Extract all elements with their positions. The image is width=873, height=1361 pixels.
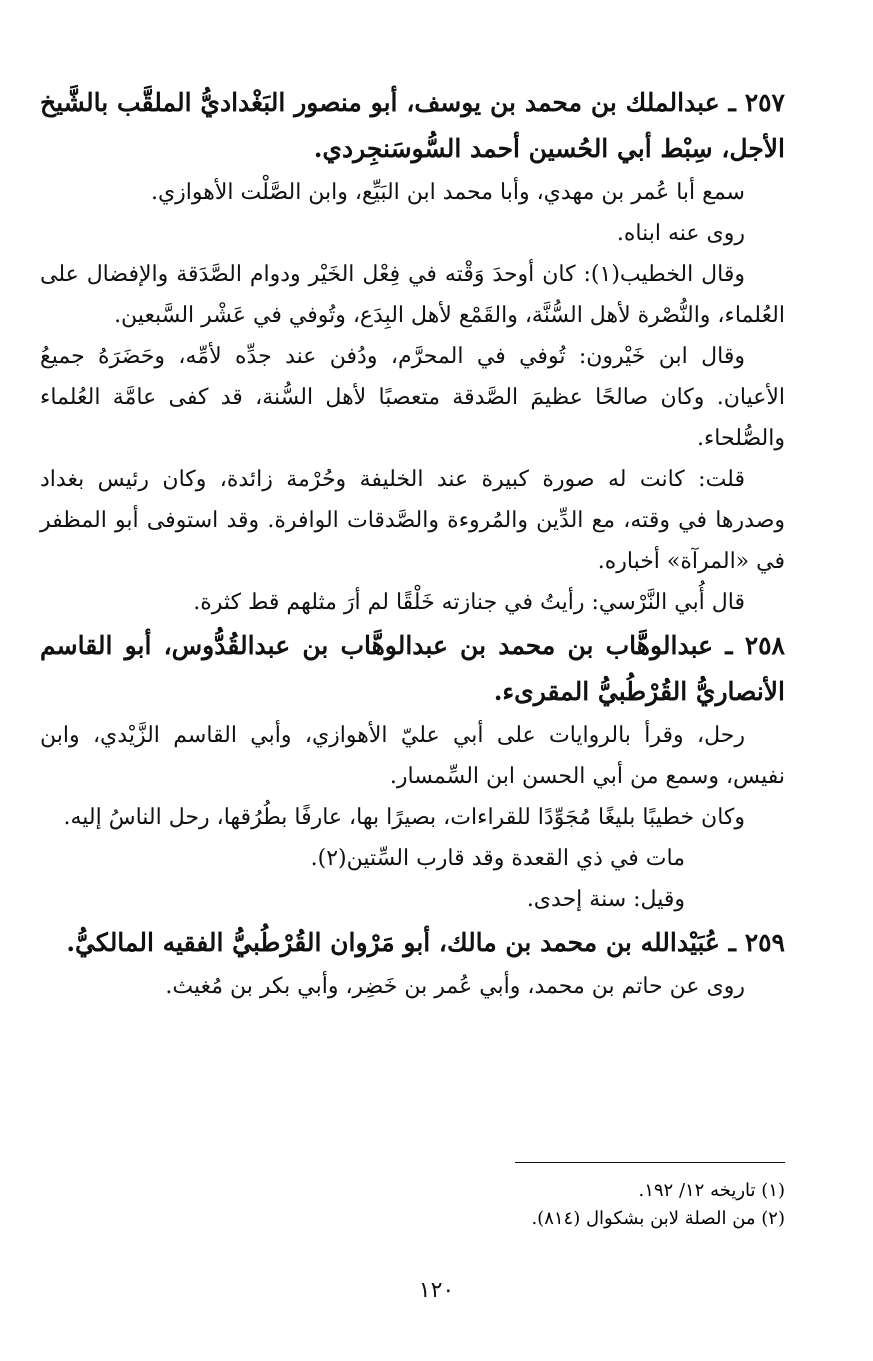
paragraph: وقيل: سنة إحدى. (526, 887, 685, 912)
entry-heading: ٢٥٧ ـ عبدالملك بن محمد بن يوسف، أبو منصور البَغْداديُّ الملقَّب بالشَّيخ الأجل، سِبْط أبي الحُسين أحمد السُّوسَنجِردي. (40, 88, 785, 163)
paragraph: قال أُبي النَّرْسي: رأيتُ في جنازته خَلْقًا لم أرَ مثلهم قط كثرة. (193, 590, 745, 615)
footnote: (٢) من الصلة لابن بشكوال (٨١٤). (531, 1208, 785, 1229)
paragraph: مات في ذي القعدة وقد قارب السِّتين(٢). (310, 846, 685, 871)
entry-heading: ٢٥٩ ـ عُبَيْدالله بن محمد بن مالك، أبو مَرْوان القُرْطُبيُّ الفقيه المالكيُّ. (66, 928, 785, 957)
paragraph: وقال الخطيب(١): كان أوحدَ وَقْته في فِعْل الخَيْر ودوام الصَّدَقة والإفضال على العُلماء، والنُّصْرة لأهل السُّنَّة، والقَمْع لأهل البِدَع، وتُوفي في عَشْر السَّبعين. (40, 262, 785, 328)
footnote: (١) تاريخه ١٢/ ١٩٢. (638, 1180, 785, 1201)
entry-257 (40, 80, 785, 623)
footnotes (40, 1162, 785, 1233)
paragraph: وكان خطيبًا بليغًا مُجَوِّدًا للقراءات، بصيرًا بها، عارفًا بطُرُقها، رحل الناسُ إليه. (63, 805, 745, 830)
paragraph: روى عن حاتم بن محمد، وأبي عُمر بن خَضِر، وأبي بكر بن مُغيث. (165, 974, 745, 999)
footnote-divider (515, 1162, 785, 1163)
page-number: ١٢٠ (418, 1278, 455, 1303)
paragraph: روى عنه ابناه. (616, 221, 745, 246)
paragraph: وقال ابن خَيْرون: تُوفي في المحرَّم، ودُفن عند جدِّه لأمِّه، وحَضَرَهُ جميعُ الأعيان. وكان صالحًا عظيمَ الصَّدقة متعصبًا لأهل السُّنة، قد كفى عامَّة العُلماء والصُّلحاء. (40, 344, 785, 451)
entry-heading: ٢٥٨ ـ عبدالوهَّاب بن محمد بن عبدالوهَّاب بن عبدالقُدُّوس، أبو القاسم الأنصاريُّ القُرْطُبيُّ المقرىء. (40, 631, 785, 706)
entry-258 (40, 623, 785, 920)
paragraph: سمع أبا عُمر بن مهدي، وأبا محمد ابن البَيِّع، وابن الصَّلْت الأهوازي. (150, 180, 745, 205)
page-body (40, 80, 785, 1007)
paragraph: رحل، وقرأ بالروايات على أبي عليّ الأهوازي، وأبي القاسم الزَّيْدي، وابن نفيس، وسمع من أبي الحسن ابن السِّمسار. (40, 723, 785, 789)
paragraph: قلت: كانت له صورة كبيرة عند الخليفة وحُرْمة زائدة، وكان رئيس بغداد وصدرها في وقته، مع الدِّين والمُروءة والصَّدقات الوافرة. وقد استوفى أبو المظفر في «المرآة» أخباره. (40, 467, 785, 574)
entry-259 (40, 920, 785, 1007)
